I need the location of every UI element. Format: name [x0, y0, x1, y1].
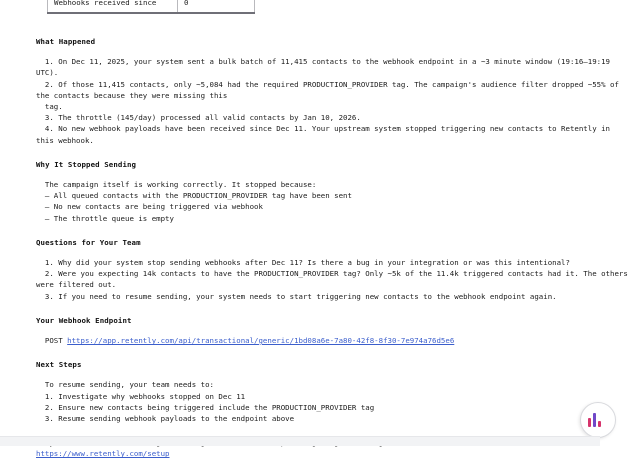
table-cell-key: Webhooks received since: [48, 0, 178, 13]
chat-bar-1: [588, 418, 591, 427]
summary-table: [47, 0, 255, 14]
section-questions-lines: [36, 257, 628, 302]
table-cell-value: 0: [178, 0, 255, 13]
chat-bar-2: [593, 413, 596, 427]
summary-table-wrapper: [47, 0, 228, 14]
text-line: UTC).: [36, 68, 59, 78]
book-a-call-link[interactable]: https://www.retently.com/setup: [36, 449, 170, 459]
closing-link-line: [36, 448, 596, 459]
section-what-happened-lines: [36, 56, 619, 146]
chat-bar-3: [598, 421, 601, 427]
text-line: The campaign itself is working correctly. It stopped because:: [36, 180, 317, 190]
text-line: 1. Investigate why webhooks stopped on Dec 11: [36, 391, 246, 401]
text-line: – No new contacts are being triggered via webhook: [36, 202, 263, 212]
text-line: 1. On Dec 11, 2025, your system sent a bulk batch of 11,415 contacts to the webhook endpoint in a ~3 minute window (19:16–19:19: [36, 57, 610, 67]
endpoint-line: [36, 335, 596, 346]
section-heading-next-steps: Next Steps: [36, 360, 82, 370]
text-line: To resume sending, your team needs to:: [36, 380, 214, 390]
endpoint-method: POST: [36, 336, 68, 346]
text-line: 4. No new webhook payloads have been received since Dec 11. Your upstream system stopped triggering new contacts to Retently in: [36, 124, 610, 134]
text-line: were filtered out.: [36, 280, 117, 290]
text-line: the contacts because they were missing this: [36, 90, 228, 100]
text-line: 2. Of those 11,415 contacts, only ~5,084 had the required PRODUCTION_PROVIDER tag. The campaign's audience filter dropped ~55% of: [36, 79, 619, 89]
text-line: 3. Resume sending webhook payloads to the endpoint above: [36, 414, 295, 424]
text-line: – The throttle queue is empty: [36, 213, 174, 223]
text-line: 3. If you need to resume sending, your system needs to start triggering new contacts to the webhook endpoint again.: [36, 291, 557, 301]
report-body: [36, 36, 628, 460]
section-next-steps-lines: [36, 379, 596, 424]
bottom-band: [0, 436, 600, 446]
table-row: [48, 0, 255, 13]
text-line: tag.: [36, 102, 63, 112]
text-line: 2. Ensure new contacts being triggered include the PRODUCTION_PROVIDER tag: [36, 402, 375, 412]
section-heading-endpoint: Your Webhook Endpoint: [36, 315, 132, 325]
text-line: 1. Why did your system stop sending webhooks after Dec 11? Is there a bug in your integration or was this intentional?: [36, 258, 570, 268]
text-line: 3. The throttle (145/day) processed all valid contacts by Jan 10, 2026.: [36, 113, 361, 123]
text-line: – All queued contacts with the PRODUCTION_PROVIDER tag have been sent: [36, 191, 352, 201]
webhook-endpoint-link[interactable]: https://app.retently.com/api/transactional/generic/1bd08a6e-7a80-42f8-8f30-7e974a76d5e6: [67, 336, 455, 346]
text-line: this webhook.: [36, 135, 94, 145]
section-heading-questions: Questions for Your Team: [36, 237, 141, 247]
section-heading-why-stopped: Why It Stopped Sending: [36, 159, 137, 169]
chat-bars-icon: [588, 412, 602, 427]
section-heading-what-happened: What Happened: [36, 37, 96, 46]
text-line: 2. Were you expecting 14k contacts to have the PRODUCTION_PROVIDER tag? Only ~5k of the 11.4k triggered contacts had it. The others: [36, 269, 628, 279]
section-why-stopped-lines: [36, 179, 596, 224]
chat-launcher-button[interactable]: [580, 402, 616, 438]
